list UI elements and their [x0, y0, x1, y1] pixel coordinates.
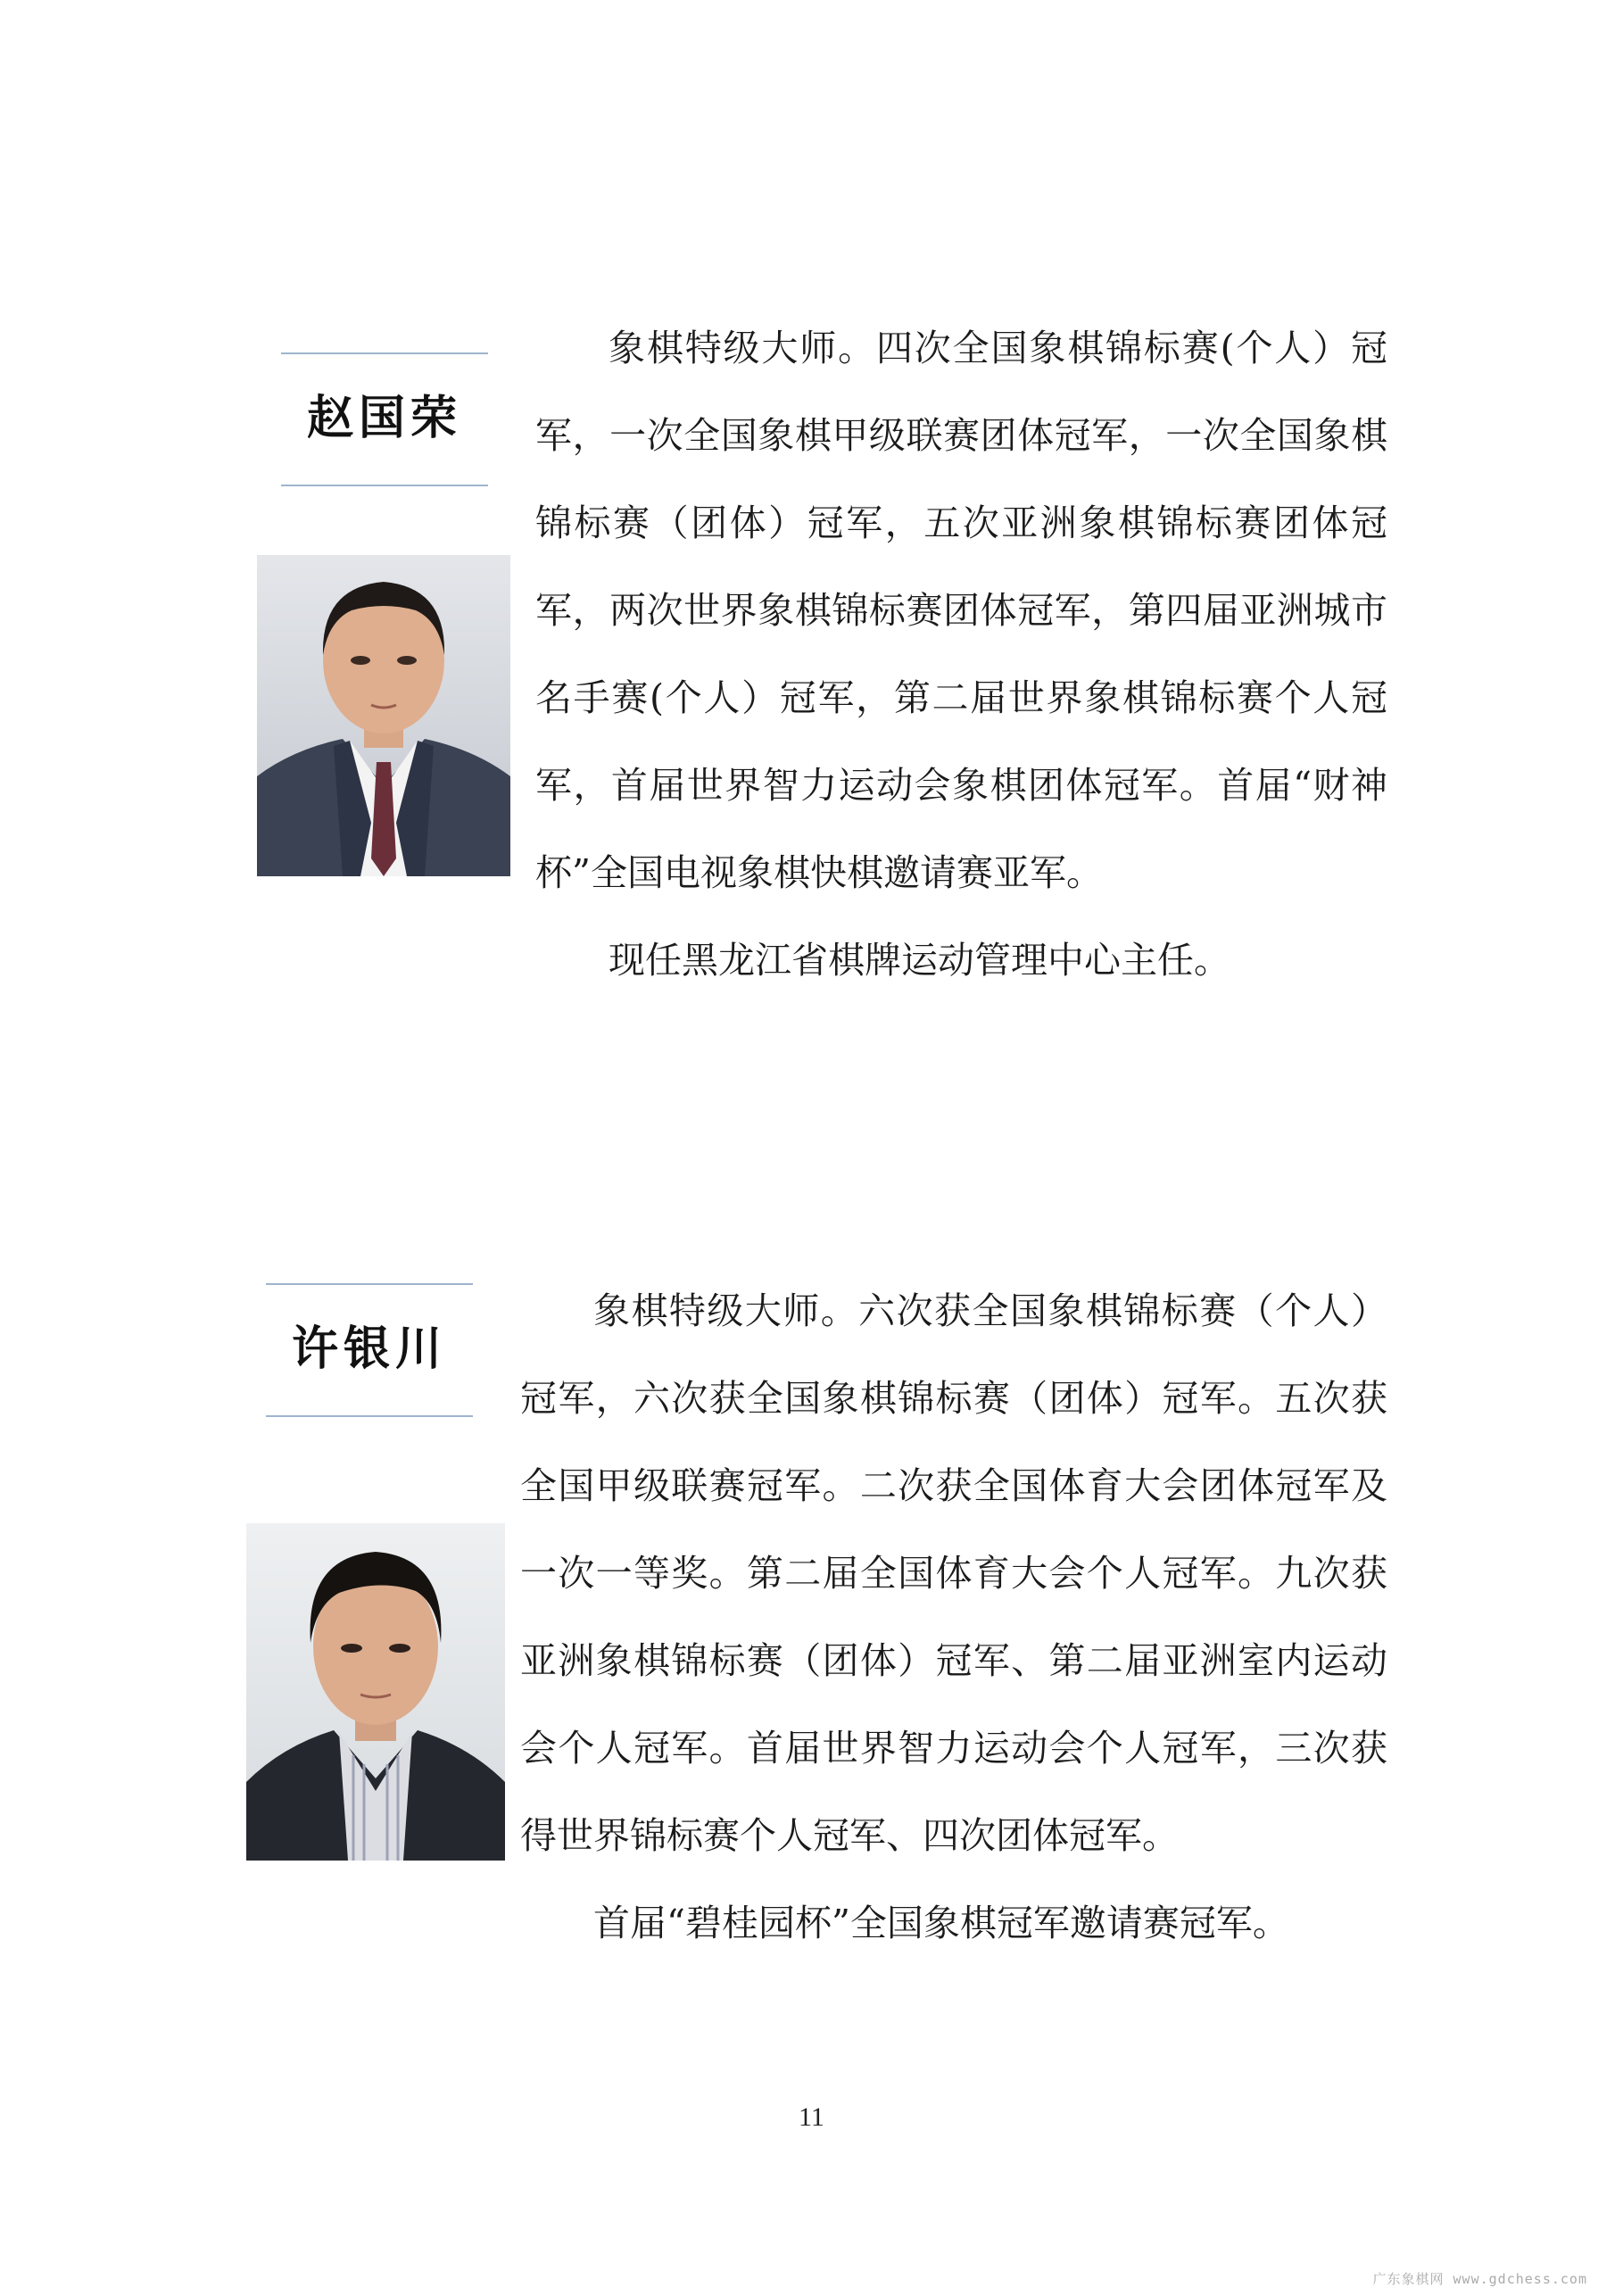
- profile-zhao-guorong: [0, 303, 1623, 1035]
- name-block: [266, 1283, 473, 1417]
- portrait-photo: [246, 1523, 505, 1861]
- name-block: [281, 352, 488, 486]
- watermark: 广东象棋网 www.gdchess.com: [1372, 2271, 1587, 2287]
- biography: [520, 1267, 1387, 1967]
- biography: [535, 304, 1387, 1004]
- portrait-photo: [257, 555, 510, 876]
- bottom-rule: [281, 485, 488, 486]
- bio-paragraph: 现任黑龙江省棋牌运动管理中心主任。: [609, 939, 1230, 982]
- bio-paragraph: 象棋特级大师。六次获全国象棋锦标赛（个人）冠军，六次获全国象棋锦标赛（团体）冠军。五次获全国甲级联赛冠军。二次获全国体育大会团体冠军及一次一等奖。第二届全国体育大会个人冠军。九次获亚洲象棋锦标赛（团体）冠军、第二届亚洲室内运动会个人冠军。首届世界智力运动会个人冠军，三次获得世界锦标赛个人冠军、四次团体冠军。: [520, 1289, 1387, 1857]
- player-name: 许银川: [291, 1322, 447, 1376]
- player-name: 赵国荣: [306, 392, 462, 445]
- bio-paragraph: 首届“碧桂园杯”全国象棋冠军邀请赛冠军。: [593, 1902, 1289, 1944]
- bio-paragraph: 象棋特级大师。四次全国象棋锦标赛(个人）冠军，一次全国象棋甲级联赛团体冠军，一次全国象棋锦标赛（团体）冠军，五次亚洲象棋锦标赛团体冠军，两次世界象棋锦标赛团体冠军，第四届亚洲城市名手赛(个人）冠军，第二届世界象棋锦标赛个人冠军，首届世界智力运动会象棋团体冠军。首届“财神杯”全国电视象棋快棋邀请赛亚军。: [535, 327, 1387, 894]
- page-number: 11: [799, 2102, 824, 2132]
- profile-xu-yinchuan: [0, 1267, 1623, 2052]
- bottom-rule: [266, 1415, 473, 1417]
